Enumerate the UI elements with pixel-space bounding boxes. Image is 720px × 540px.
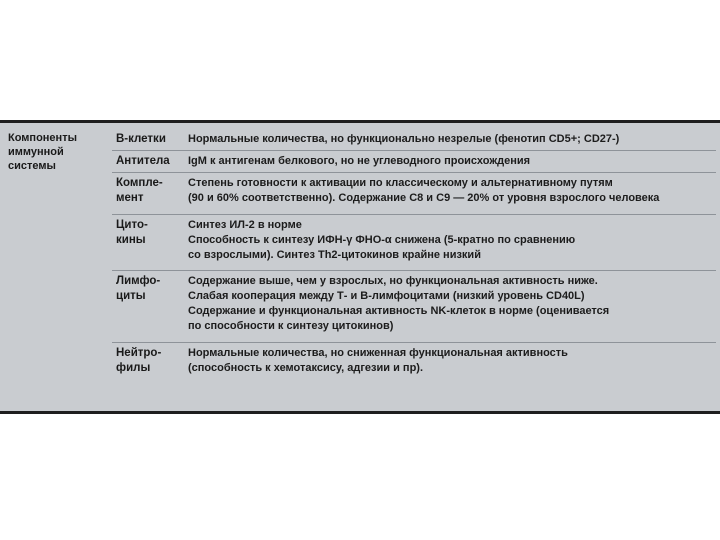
row-line: Синтез ИЛ-2 в норме xyxy=(188,219,302,231)
row-line: Содержание выше, чем у взрослых, но функциональная активность ниже. xyxy=(188,275,598,287)
row-line: по способности к синтезу цитокинов) xyxy=(188,320,394,332)
row-text xyxy=(188,154,714,169)
table-row-neutrophils xyxy=(112,343,716,387)
table-row-antibodies xyxy=(112,151,716,173)
row-line: со взрослыми). Синтез Th2-цитокинов крайне низкий xyxy=(188,249,481,261)
row-line: (90 и 60% соответственно). Содержание C8 и C9 — 20% от уровня взрослого человека xyxy=(188,192,660,204)
row-line: Содержание и функциональная активность NK-клеток в норме (оценивается xyxy=(188,305,610,317)
table-rows xyxy=(112,129,716,387)
row-label: Компле- мент xyxy=(116,177,163,204)
components-header: Компоненты иммунной системы xyxy=(8,132,77,172)
table-row-b-cells xyxy=(112,129,716,151)
table-row-complement xyxy=(112,173,716,215)
row-text xyxy=(188,218,714,263)
row-label: Нейтро- филы xyxy=(116,347,162,374)
row-line: Способность к синтезу ИФН-γ ФНО-α снижена (5-кратно по сравнению xyxy=(188,234,576,246)
row-label: В-клетки xyxy=(116,133,166,145)
row-line: IgM к антигенам белкового, но не углеводного происхождения xyxy=(188,155,531,167)
row-line: Нормальные количества, но сниженная функциональная активность xyxy=(188,347,568,359)
row-line: Нормальные количества, но функционально незрелые (фенотип CD5+; CD27-) xyxy=(188,133,620,145)
row-label: Антитела xyxy=(116,155,170,167)
row-label: Лимфо- циты xyxy=(116,275,161,302)
table-row-lymphocytes xyxy=(112,271,716,343)
row-line: Степень готовности к активации по классическому и альтернативному путям xyxy=(188,177,613,189)
row-text xyxy=(188,274,714,334)
row-line: (способность к хемотаксису, адгезии и пр). xyxy=(188,362,424,374)
row-line: Слабая кооперация между Т- и В-лимфоцитами (низкий уровень CD40L) xyxy=(188,290,585,302)
row-text xyxy=(188,346,714,376)
row-text xyxy=(188,176,714,206)
row-text xyxy=(188,132,714,147)
table-row-cytokines xyxy=(112,215,716,271)
row-label: Цито- кины xyxy=(116,219,148,246)
scanned-table xyxy=(0,120,720,414)
